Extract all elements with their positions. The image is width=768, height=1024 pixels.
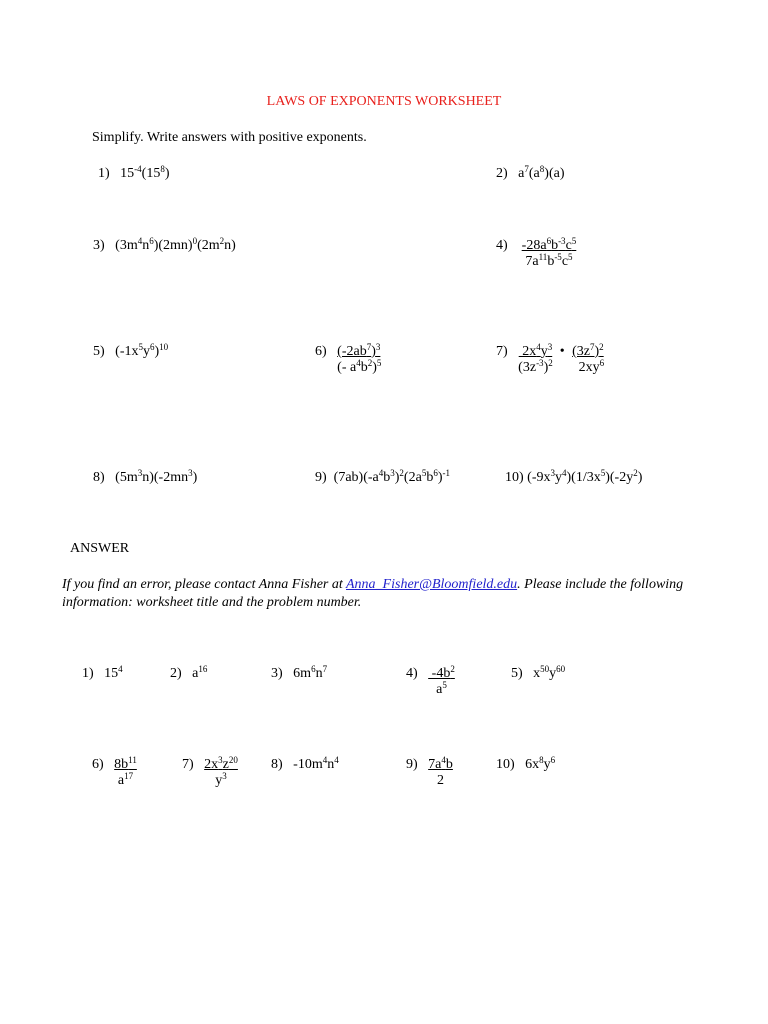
answer-4: 4) $-4b^2$ $a^5$ <box>406 664 455 697</box>
problem-2: 2) $a^7(a^8)(a)$ <box>496 164 565 181</box>
problem-9: 9) $(7ab)(-a^4b^3)^2(2a^5b^6)^{-1}$ <box>315 468 450 485</box>
problem-7: 7) $2x^4y^3$ $(3z^{-3})^2$ • $(3z^7)^2$ $2xy^6$ <box>496 342 605 375</box>
answer-10: 10) $6x^8y^6$ <box>496 755 556 772</box>
contact-note <box>62 576 702 612</box>
problem-6: 6) $(-2ab^7)^3$ (- $a^4b^2)^5$ <box>315 342 382 375</box>
note-post: . Please include the following information: worksheet title and the problem number. <box>62 577 684 610</box>
answer-6: 6) $8b^{11}$ $a^{17}$ <box>92 755 137 788</box>
note-pre: If you find an error, please contact Anna Fisher at <box>62 577 346 592</box>
answer-2: 2) $a^{16}$ <box>170 664 208 681</box>
answer-3: 3) $6m^6n^7$ <box>271 664 328 681</box>
problem-3: 3) $(3m^4n^6)(2mn)^0(2m^2n)$ <box>93 236 236 253</box>
answer-9: 9) $7a^4b$ 2 <box>406 755 453 788</box>
problem-5: 5) $(-1x^5y^6)^{10}$ <box>93 342 169 359</box>
instructions: Simplify. Write answers with positive exponents. <box>92 130 367 145</box>
answer-5: 5) $x^{50}y^{60}$ <box>511 664 566 681</box>
problem-8: 8) $(5m^3n)(-2mn^3)$ <box>93 468 198 485</box>
answer-1: 1) $15^4$ <box>82 664 123 681</box>
answer-7: 7) $2x^3z^{20}$ $y^3$ <box>182 755 238 788</box>
worksheet-title: LAWS OF EXPONENTS WORKSHEET <box>266 94 502 109</box>
problem-10: 10) $(-9x^3y^4)(1/3x^5)(-2y^2)$ <box>505 468 643 485</box>
answer-heading: ANSWER <box>70 541 130 556</box>
email-link[interactable]: Anna_Fisher@Bloomfield.edu <box>346 577 518 592</box>
answer-8: 8) $-10m^4n^4$ <box>271 755 339 772</box>
problem-1: 1) $15^{-4}(15^8)$ <box>98 164 170 181</box>
problem-4: 4) $-28a^6b^{-3}c^5$ $7a^{11}b^{-5}c^5$ <box>496 236 577 269</box>
